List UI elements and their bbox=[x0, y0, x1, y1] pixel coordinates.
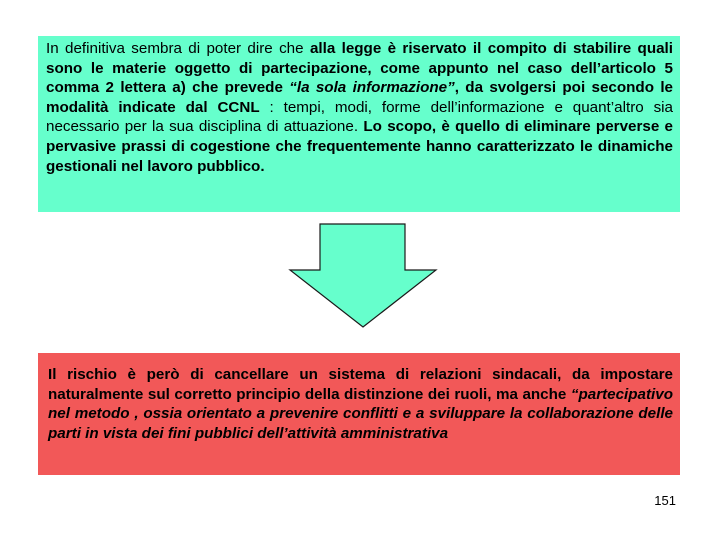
top-text-quote: “la sola informazione” bbox=[289, 79, 455, 97]
top-text-details: : tempi, modi, forme dell’informazione e quant’altro sia necessario per la sua disciplina di attuazione. bbox=[46, 98, 673, 136]
top-text-scopo: Lo scopo, è quello di eliminare perverse e pervasive prassi di cogestione che frequentemente hanno caratterizzato le dinamiche gestionali nel lavoro pubblico. bbox=[46, 118, 673, 175]
top-text-box bbox=[38, 36, 680, 212]
page-number: 151 bbox=[654, 493, 676, 508]
top-text-legge: alla legge è riservato il compito di stabilire quali sono le materie oggetto di partecipazione, come appunto nel caso dell’articolo 5 comma 2 lettera a) che prevede bbox=[46, 40, 673, 97]
bottom-text-rischio: Il rischio è però di cancellare un sistema di relazioni sindacali, da impostare naturalmente sul corretto principio della distinzione dei ruoli, ma anche bbox=[48, 366, 673, 403]
top-text-intro: In definitiva sembra di poter dire che bbox=[46, 40, 310, 57]
top-text-ccnl: , da svolgersi poi secondo le modalità indicate dal CCNL bbox=[46, 79, 673, 116]
bottom-text-box bbox=[38, 353, 680, 475]
bottom-text-quote: “partecipativo nel metodo , ossia orientato a prevenire conflitti e a sviluppare la collaborazione delle parti in vista dei fini pubblici dell’attività amministrativa bbox=[48, 385, 673, 442]
